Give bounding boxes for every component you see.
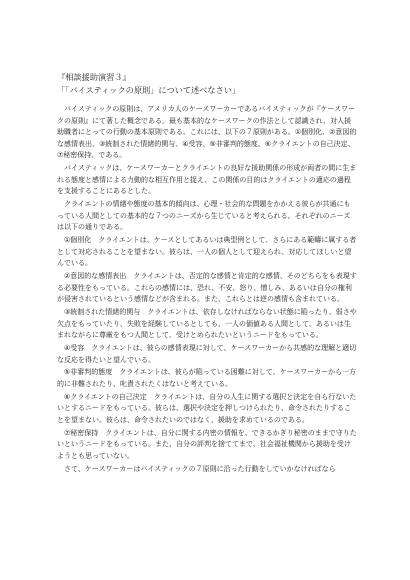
course-title: 『相談援助演習３』 bbox=[57, 72, 131, 82]
paragraph: ⑥クライエントの自己決定 クライエントは、自分の人生に関する選択と決定を自ら行ないたいとするニードをもっている。彼らは、選択や決定を押しつけられたり、命令されたりすることを望まない。彼らは、命令されたいのではなく、援助を求めているのである。 bbox=[57, 392, 357, 424]
paragraph: ①個別化 クライエントは、ケースとしてあるいは典型例として、さらにある範疇に属する者として対応されることを望まない。彼らは、一人の個人として迎えられ、対応してほしいと望んでいる。 bbox=[57, 236, 357, 268]
paragraph: さて、ケースワーカーはバイスティックの７原則に沿った行動をしていかなければなら bbox=[64, 464, 336, 473]
document-body bbox=[57, 104, 357, 476]
paragraph: クライエントの情緒や態度の基本的傾向は、心理・社会的な問題をかかえる彼らが共通にもっている人間としての基本的な７つのニーズから生じていると考えられる。それぞれのニーズは以下の通りである。 bbox=[57, 200, 351, 232]
paragraph: ②意図的な感情表出 クライエントは、否定的な感情と肯定的な感情、そのどちらをも表現する必要性をもっている。これらの感情には、恐れ、不安、怒り、憎しみ、あるいは自分の権利が侵害されているという感情などが含まれる。また、これらとは逆の感情も含まれている。 bbox=[57, 272, 357, 304]
paragraph: ⑦秘密保持 クライエントは、自分に関する内密の情報を、できるかぎり秘密のままで守りたいというニードをもっている。また、自分の評判を捨ててまで、社会福祉機関から援助を受けようとも思っていない。 bbox=[57, 428, 357, 460]
paragraph: ⑤非審判的態度 クライエントは、彼らが陥っている困難に対して、ケースワーカーから一方的に非難されたり、叱責されたくはないと考えている。 bbox=[57, 368, 357, 388]
paragraph: バイスティックは、ケースワーカーとクライエントの良好な援助関係の形成が両者の間に生まれる態度と感情による力動的な相互作用と捉え、この関係の目的はクライエントの適応の過程を支援することにあるとした。 bbox=[57, 164, 357, 196]
paragraph: ③統制された情緒的関与 クライエントは、依存しなければならない状態に陥ったり、弱さや欠点をもっていたり、失敗を経験しているとしても、一人の価値ある人間として、あるいは生まれながらに尊厳をもつ人間として、受けとめられたいというニードをもっている。 bbox=[57, 308, 357, 340]
assignment-topic: 「「バイスティックの原則」について述べなさい」 bbox=[57, 85, 241, 95]
document-header bbox=[57, 71, 240, 97]
paragraph: ④受容 クライエントは、彼らの感情表現に対して、ケースワーカーから共感的な理解と適切な反応を得たいと望んでいる。 bbox=[57, 344, 357, 364]
paragraph: バイスティックの原則は、アメリカ人のケースワーカーであるバイスティックが『ケースワークの原則』にて著した概念である。最も基本的なケースワークの作法として認識され、対人援助職者にとっての行動の基本原則である。これには、以下の７原則がある。①個別化、②意図的な感情表出、③統制された情緒的関与、④受容、⑤非審判的態度、⑥クライエントの自己決定、⑦秘密保持、である。 bbox=[57, 105, 357, 160]
